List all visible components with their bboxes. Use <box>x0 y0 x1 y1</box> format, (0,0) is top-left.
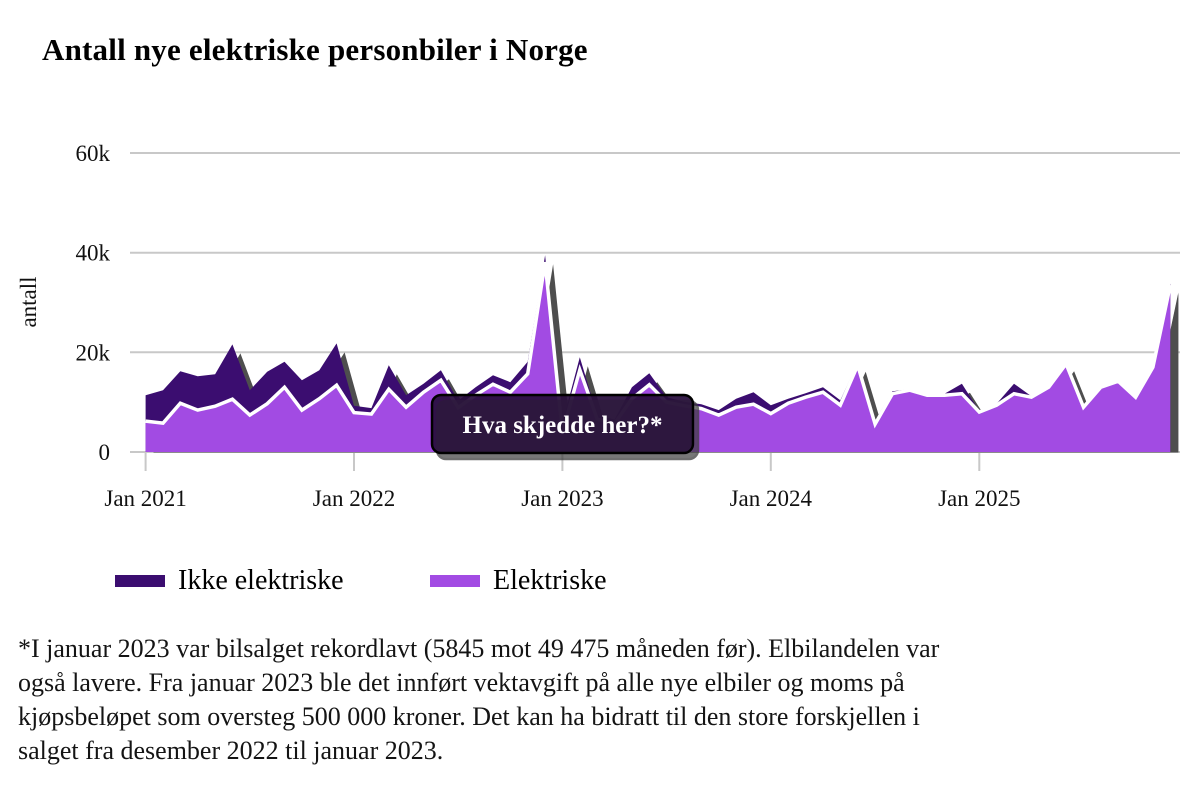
legend-label-ikke-elektriske: Ikke elektriske <box>178 565 344 596</box>
y-tick-label-40k: 40k <box>75 240 110 266</box>
x-tick-label-jan-2025: Jan 2025 <box>938 486 1021 511</box>
x-tick-label-jan-2021: Jan 2021 <box>104 486 187 511</box>
x-tick-label-jan-2022: Jan 2022 <box>312 486 396 511</box>
y-tick-label-20k: 20k <box>75 340 110 366</box>
x-tick-label-jan-2023: Jan 2023 <box>521 486 604 511</box>
y-tick-label-60k: 60k <box>75 141 110 166</box>
chart-title: Antall nye elektriske personbiler i Norge <box>42 32 588 67</box>
ikke-elektriske-swatch-icon <box>115 575 165 587</box>
footnote <box>18 632 939 768</box>
legend-item-ikke-elektriske <box>115 565 344 597</box>
y-tick-label-0: 0 <box>98 440 110 465</box>
legend-label-elektriske: Elektriske <box>493 565 607 596</box>
footnote-line-1: *I januar 2023 var bilsalget rekordlavt (5845 mot 49 475 måneden før). Elbilandelen var <box>18 634 940 663</box>
footnote-line-4: salget fra desember 2022 til januar 2023. <box>18 736 444 765</box>
y-axis-title: antall <box>16 276 41 328</box>
x-tick-label-jan-2024: Jan 2024 <box>729 486 813 511</box>
footnote-line-2: også lavere. Fra januar 2023 ble det innført vektavgift på alle nye elbiler og moms på <box>18 668 905 697</box>
elektriske-swatch-icon <box>430 575 480 587</box>
footnote-line-3: kjøpsbeløpet som oversteg 500 000 kroner. Det kan ha bidratt til den store forskjellen i <box>18 702 920 731</box>
annotation-label: Hva skjedde her?* <box>462 412 663 439</box>
legend-item-elektriske <box>430 565 607 597</box>
